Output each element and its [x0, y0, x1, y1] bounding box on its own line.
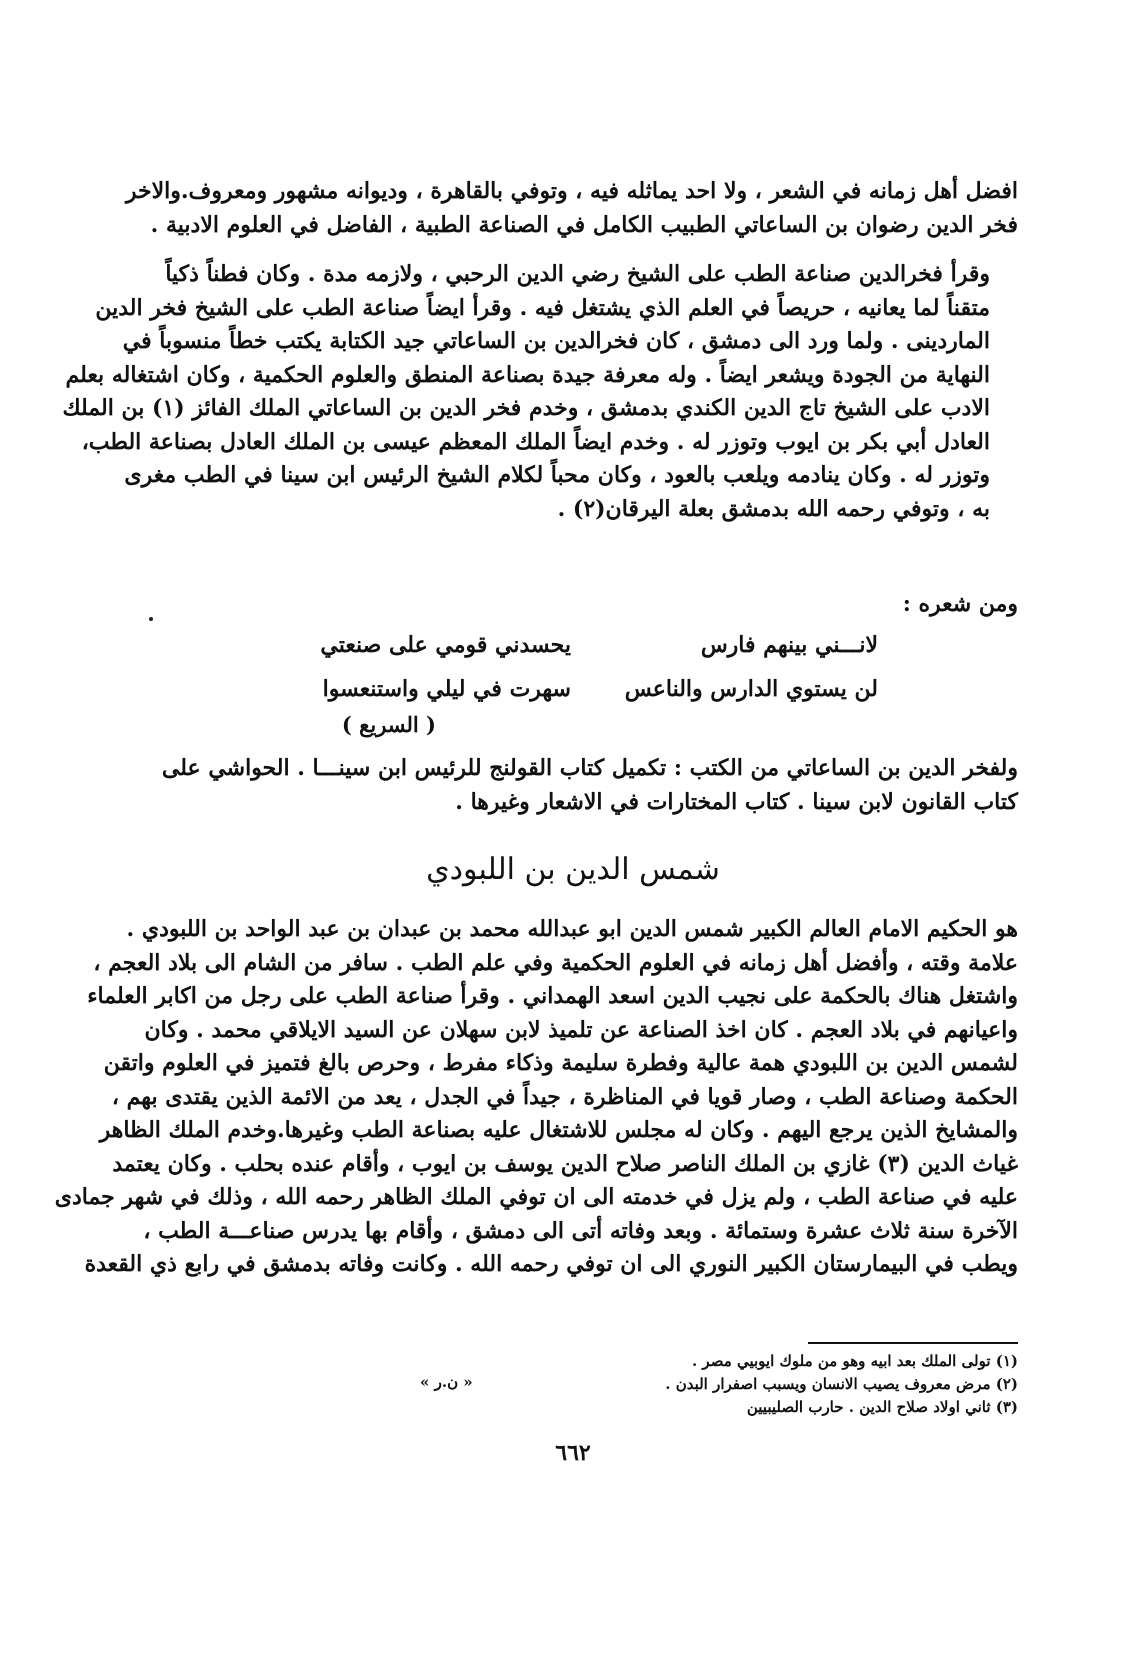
paragraph-line: فخر الدين رضوان بن الساعاتي الطبيب الكامل في الصناعة الطبية ، الفاضل في العلوم الادبية . — [150, 211, 1018, 238]
paragraph-4 — [54, 913, 1018, 1282]
paragraph-line: وقرأ فخرالدين صناعة الطب على الشيخ رضي الدين الرحبي ، ولازمه مدة . وكان فطناً ذكياً — [165, 261, 990, 287]
verse-1-first-hemistich: يحسدني قومي على صنعتي — [320, 632, 571, 658]
paragraph-line: علامة وقته ، وأفضل أهل زمانه في العلوم الحكمية وفي علم الطب . سافر من الشام الى بلاد العجم ، — [93, 949, 1018, 976]
paragraph-line: افضل أهل زمانه في الشعر ، ولا احد يماثله فيه ، وتوفي بالقاهرة ، وديوانه مشهور ومعروف.والاخر — [125, 178, 1018, 204]
paragraph-line: هو الحكيم الامام العالم الكبير شمس الدين ابو عبدالله محمد بن عبدان بن عبد الواحد بن اللبودي . — [126, 916, 1018, 942]
footnote-1: (١) تولى الملك بعد ابيه وهو من ملوك ايوبيي مصر . — [691, 1352, 1018, 1370]
verse-2-second-hemistich: لن يستوي الدارس والناعس — [624, 676, 878, 702]
paragraph-line: ويطب في البيمارستان الكبير النوري الى ان توفي رحمه الله . وكانت وفاته بدمشق في رابع ذي القعدة — [84, 1251, 1018, 1277]
paragraph-line: لشمس الدين بن اللبودي همة عالية وفطرة سليمة وذكاء مفرط ، وحرص بالغ فتميز في العلوم واتقن — [103, 1050, 1018, 1076]
paragraph-line: الآخرة سنة ثلاث عشرة وستمائة . وبعد وفاته أتى الى دمشق ، وأقام بها يدرس صناعـــة الطب ، — [143, 1217, 1018, 1244]
paragraph-line: غياث الدين (٣) غازي بن الملك الناصر صلاح الدين يوسف بن ايوب ، وأقام عنده بحلب . وكان يعتمد — [112, 1150, 1018, 1177]
verse-intro: ومن شعره : — [902, 591, 1018, 617]
paragraph-line: ولفخر الدين بن الساعاتي من الكتب : تكميل كتاب القولنج للرئيس ابن سينـــا . الحواشي على — [161, 755, 1018, 781]
paragraph-line: الادب على الشيخ تاج الدين الكندي بدمشق ، وخدم فخر الدين بن الساعاتي الملك الفائز (١) بن الملك — [62, 395, 990, 421]
stray-dot — [149, 617, 153, 621]
paragraph-line: به ، وتوفي رحمه الله بدمشق بعلة اليرقان(٢) . — [557, 495, 990, 522]
footnote-signature: « ن.ر » — [420, 1373, 473, 1391]
verse-2-first-hemistich: سهرت في ليلي واستنعسوا — [322, 676, 571, 702]
paragraph-line: والمشايخ الذين يرجع اليهم . وكان له مجلس للاشتغال عليه بصناعة الطب وغيرها.وخدم الملك الظاهر — [99, 1117, 1018, 1143]
footnote-divider — [808, 1342, 1018, 1344]
paragraph-line: واشتغل هناك بالحكمة على نجيب الدين اسعد الهمداني . وقرأ صناعة الطب على رجل من اكابر العلماء — [87, 983, 1018, 1009]
paragraph-line: الحكمة وصناعة الطب ، وصار قويا في المناظرة ، جيداً في الجدل ، يعد من الائمة الذين يقتدى بهم ، — [111, 1083, 1018, 1110]
paragraph-3 — [118, 752, 1018, 819]
footnote-2: (٢) مرض معروف يصيب الانسان ويسبب اصفرار البدن . — [665, 1375, 1018, 1393]
paragraph-line: العادل أبي بكر بن ايوب وتوزر له . وخدم ايضاً الملك المعظم عيسى بن الملك العادل بصناعة الطب، — [81, 428, 990, 455]
paragraph-1 — [118, 175, 1018, 242]
page-number: ٦٦٢ — [555, 1440, 591, 1466]
poetic-meter-label: ( السريع ) — [341, 712, 436, 737]
footnote-3: (٣) ثاني اولاد صلاح الدين . حارب الصليبيين — [746, 1398, 1018, 1416]
paragraph-line: متقناً لما يعانيه ، حريصاً في العلم الذي يشتغل فيه . وقرأ ايضاً صناعة الطب على الشيخ فخر الدين — [95, 294, 990, 321]
paragraph-2 — [62, 258, 1018, 526]
paragraph-line: عليه في صناعة الطب ، ولم يزل في خدمته الى ان توفي الملك الظاهر رحمه الله ، وذلك في شهر جمادى — [54, 1184, 1018, 1210]
section-heading: شمس الدين بن اللبودي — [426, 852, 720, 887]
paragraph-line: وتوزر له . وكان ينادمه ويلعب بالعود ، وكان محباً لكلام الشيخ الرئيس ابن سينا في الطب مغرى — [124, 462, 990, 488]
paragraph-line: الماردينى . ولما ورد الى دمشق ، كان فخرالدين بن الساعاتي جيد الكتابة يكتب خطاً منسوباً في — [122, 328, 990, 354]
paragraph-line: واعيانهم في بلاد العجم . كان اخذ الصناعة عن تلميذ لابن سهلان عن السيد الايلاقي محمد . وكان — [144, 1016, 1018, 1043]
paragraph-line: النهاية من الجودة ويشعر ايضاً . وله معرفة جيدة بصناعة المنطق والعلوم الحكمية ، وكان اشتغاله بعلم — [65, 361, 990, 388]
verse-1-second-hemistich: لانـــني بينهم فارس — [700, 632, 878, 658]
paragraph-line: كتاب القانون لابن سينا . كتاب المختارات في الاشعار وغيرها . — [455, 788, 1018, 815]
